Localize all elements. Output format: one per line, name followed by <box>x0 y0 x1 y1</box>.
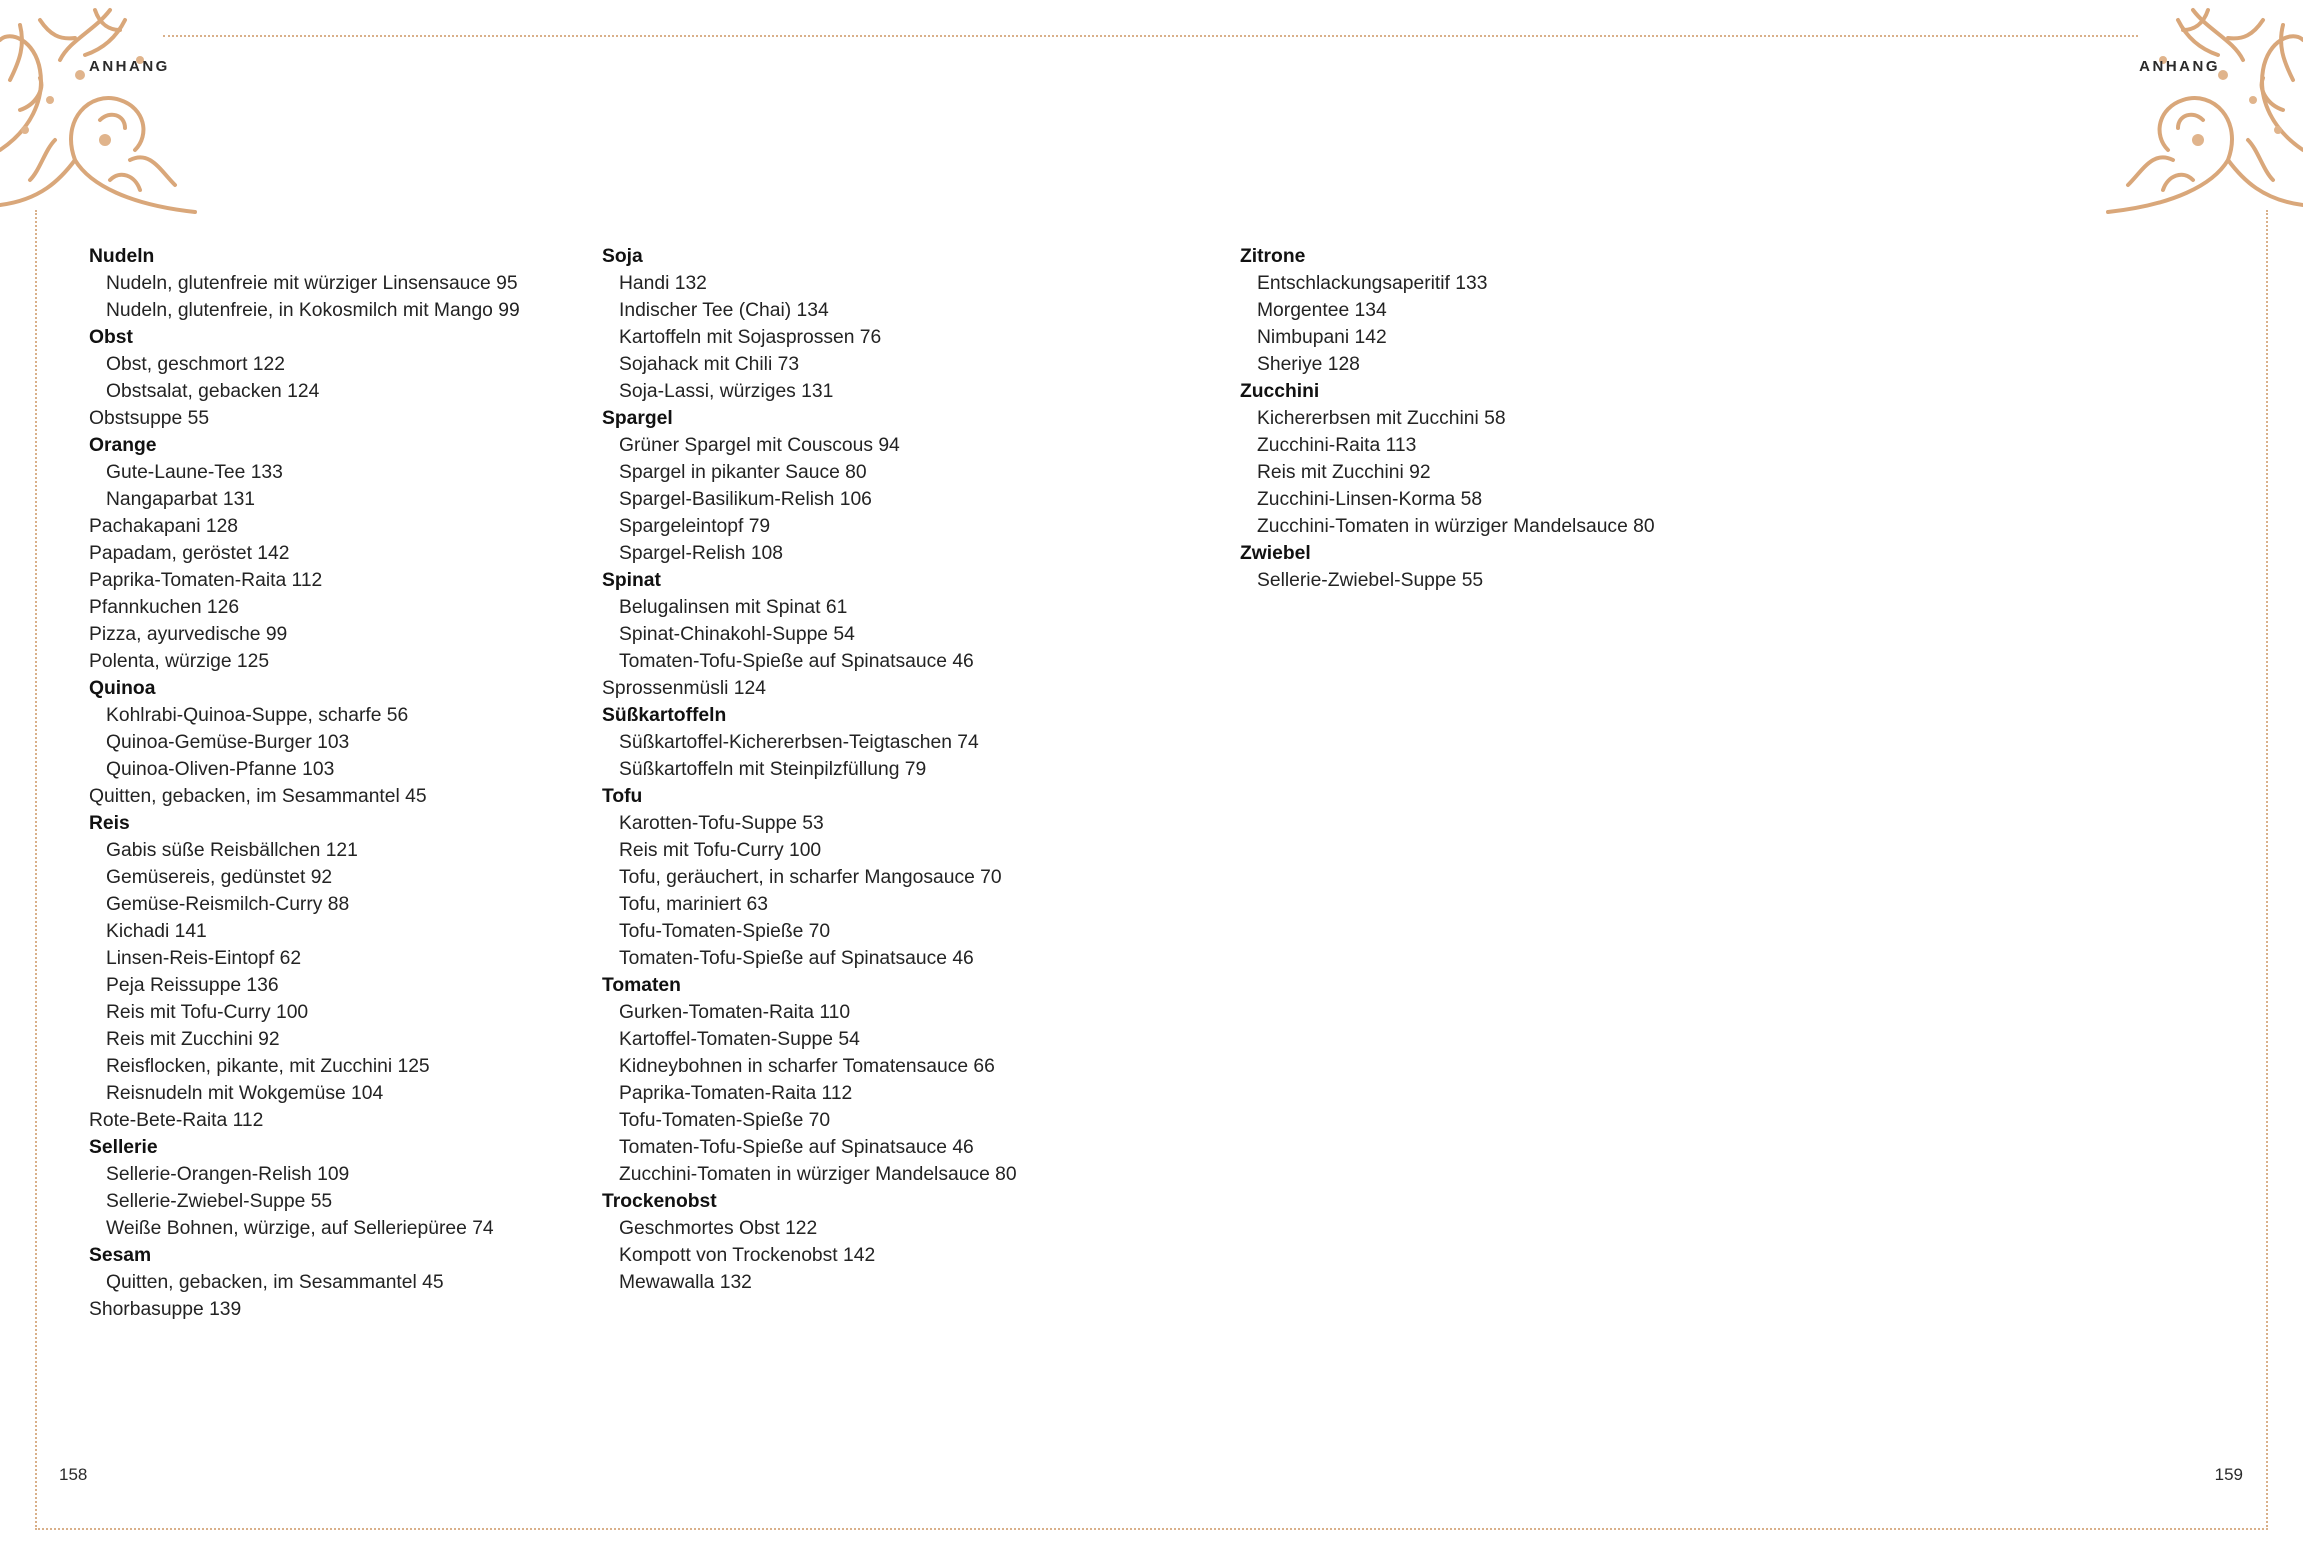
index-subentry: Spargeleintopf 79 <box>619 516 771 537</box>
index-entry: Polenta, würzige 125 <box>89 651 270 672</box>
index-subentry: Sellerie-Zwiebel-Suppe 55 <box>106 1191 333 1212</box>
index-subentry: Kichadi 141 <box>106 921 207 942</box>
index-heading: Obst <box>89 327 133 348</box>
index-heading: Zwiebel <box>1240 543 1311 564</box>
index-subentry: Quinoa-Oliven-Pfanne 103 <box>106 759 335 780</box>
index-subentry: Quinoa-Gemüse-Burger 103 <box>106 732 350 753</box>
index-subentry: Sojahack mit Chili 73 <box>619 354 800 375</box>
index-heading: Sesam <box>89 1245 152 1266</box>
index-subentry: Kartoffel-Tomaten-Suppe 54 <box>619 1029 860 1050</box>
index-subentry: Obst, geschmort 122 <box>106 354 285 375</box>
index-heading: Nudeln <box>89 246 155 267</box>
index-subentry: Karotten-Tofu-Suppe 53 <box>619 813 824 834</box>
index-subentry: Spinat-Chinakohl-Suppe 54 <box>619 624 855 645</box>
index-entry: Pachakapani 128 <box>89 516 239 537</box>
index-column-2 <box>602 243 1017 1296</box>
index-subentry: Geschmortes Obst 122 <box>619 1218 818 1239</box>
index-subentry: Gemüsereis, gedünstet 92 <box>106 867 333 888</box>
index-subentry: Sellerie-Zwiebel-Suppe 55 <box>1257 570 1484 591</box>
index-subentry: Süßkartoffeln mit Steinpilzfüllung 79 <box>619 759 927 780</box>
index-subentry: Süßkartoffel-Kichererbsen-Teigtaschen 74 <box>619 732 979 753</box>
index-subentry: Zucchini-Tomaten in würziger Mandelsauce 80 <box>1257 516 1655 537</box>
index-heading: Quinoa <box>89 678 156 699</box>
index-subentry: Reisflocken, pikante, mit Zucchini 125 <box>106 1056 430 1077</box>
index-subentry: Handi 132 <box>619 273 707 294</box>
dotted-border-left <box>35 210 37 1530</box>
index-subentry: Zucchini-Linsen-Korma 58 <box>1257 489 1483 510</box>
index-subentry: Sheriye 128 <box>1257 354 1360 375</box>
index-entry: Pfannkuchen 126 <box>89 597 240 618</box>
index-subentry: Entschlackungsaperitif 133 <box>1257 273 1488 294</box>
index-subentry: Reis mit Tofu-Curry 100 <box>106 1002 309 1023</box>
index-column-3 <box>1240 243 1655 594</box>
index-subentry: Grüner Spargel mit Couscous 94 <box>619 435 900 456</box>
index-subentry: Weiße Bohnen, würzige, auf Selleriepüree 74 <box>106 1218 494 1239</box>
index-subentry: Kohlrabi-Quinoa-Suppe, scharfe 56 <box>106 705 409 726</box>
index-subentry: Paprika-Tomaten-Raita 112 <box>619 1083 853 1104</box>
index-subentry: Tofu-Tomaten-Spieße 70 <box>619 1110 831 1131</box>
index-entry: Rote-Bete-Raita 112 <box>89 1110 264 1131</box>
index-subentry: Spargel-Relish 108 <box>619 543 783 564</box>
index-subentry: Gabis süße Reisbällchen 121 <box>106 840 358 861</box>
index-subentry: Tofu, mariniert 63 <box>619 894 768 915</box>
index-heading: Zitrone <box>1240 246 1306 267</box>
index-column-1 <box>89 243 520 1323</box>
floral-corner-ornament-icon <box>0 0 200 215</box>
dotted-border-bottom <box>35 1528 2268 1530</box>
index-entry: Papadam, geröstet 142 <box>89 543 290 564</box>
index-subentry: Reis mit Tofu-Curry 100 <box>619 840 822 861</box>
index-entry: Shorbasuppe 139 <box>89 1299 242 1320</box>
index-heading: Tomaten <box>602 975 681 996</box>
index-subentry: Tofu-Tomaten-Spieße 70 <box>619 921 831 942</box>
index-heading: Orange <box>89 435 157 456</box>
index-subentry: Spargel in pikanter Sauce 80 <box>619 462 867 483</box>
index-subentry: Belugalinsen mit Spinat 61 <box>619 597 848 618</box>
index-subentry: Kartoffeln mit Sojasprossen 76 <box>619 327 882 348</box>
index-subentry: Tofu, geräuchert, in scharfer Mangosauce 70 <box>619 867 1002 888</box>
index-subentry: Nudeln, glutenfreie mit würziger Linsensauce 95 <box>106 273 518 294</box>
index-entry: Quitten, gebacken, im Sesammantel 45 <box>89 786 427 807</box>
index-subentry: Nimbupani 142 <box>1257 327 1387 348</box>
index-subentry: Reis mit Zucchini 92 <box>1257 462 1431 483</box>
index-subentry: Indischer Tee (Chai) 134 <box>619 300 829 321</box>
index-subentry: Peja Reissuppe 136 <box>106 975 279 996</box>
index-heading: Soja <box>602 246 643 267</box>
running-head-right: ANHANG <box>2139 58 2220 75</box>
index-subentry: Zucchini-Raita 113 <box>1257 435 1417 456</box>
index-heading: Süßkartoffeln <box>602 705 727 726</box>
index-subentry: Obstsalat, gebacken 124 <box>106 381 320 402</box>
index-subentry: Linsen-Reis-Eintopf 62 <box>106 948 302 969</box>
index-subentry: Kompott von Trockenobst 142 <box>619 1245 876 1266</box>
index-subentry: Kichererbsen mit Zucchini 58 <box>1257 408 1506 429</box>
index-subentry: Kidneybohnen in scharfer Tomatensauce 66 <box>619 1056 995 1077</box>
index-subentry: Tomaten-Tofu-Spieße auf Spinatsauce 46 <box>619 1137 974 1158</box>
index-entry: Obstsuppe 55 <box>89 408 210 429</box>
index-heading: Sellerie <box>89 1137 158 1158</box>
index-subentry: Sellerie-Orangen-Relish 109 <box>106 1164 350 1185</box>
index-heading: Reis <box>89 813 130 834</box>
index-subentry: Mewawalla 132 <box>619 1272 752 1293</box>
index-subentry: Gemüse-Reismilch-Curry 88 <box>106 894 350 915</box>
index-subentry: Tomaten-Tofu-Spieße auf Spinatsauce 46 <box>619 948 974 969</box>
index-subentry: Nudeln, glutenfreie, in Kokosmilch mit Mango 99 <box>106 300 520 321</box>
index-heading: Spargel <box>602 408 673 429</box>
index-subentry: Nangaparbat 131 <box>106 489 256 510</box>
index-heading: Tofu <box>602 786 643 807</box>
running-head-left: ANHANG <box>89 58 170 75</box>
index-entry: Sprossenmüsli 124 <box>602 678 766 699</box>
index-subentry: Gurken-Tomaten-Raita 110 <box>619 1002 851 1023</box>
floral-corner-ornament-icon <box>2103 0 2303 215</box>
index-subentry: Morgentee 134 <box>1257 300 1387 321</box>
index-heading: Zucchini <box>1240 381 1320 402</box>
index-subentry: Zucchini-Tomaten in würziger Mandelsauce 80 <box>619 1164 1017 1185</box>
index-subentry: Quitten, gebacken, im Sesammantel 45 <box>106 1272 444 1293</box>
dotted-border-top <box>163 35 2138 37</box>
index-subentry: Reisnudeln mit Wokgemüse 104 <box>106 1083 384 1104</box>
index-subentry: Tomaten-Tofu-Spieße auf Spinatsauce 46 <box>619 651 974 672</box>
dotted-border-right <box>2266 210 2268 1530</box>
index-subentry: Soja-Lassi, würziges 131 <box>619 381 834 402</box>
page-number-right: 159 <box>2214 1465 2243 1484</box>
index-subentry: Gute-Laune-Tee 133 <box>106 462 283 483</box>
index-subentry: Reis mit Zucchini 92 <box>106 1029 280 1050</box>
page-number-left: 158 <box>59 1465 88 1484</box>
index-entry: Paprika-Tomaten-Raita 112 <box>89 570 323 591</box>
index-entry: Pizza, ayurvedische 99 <box>89 624 288 645</box>
index-heading: Trockenobst <box>602 1191 717 1212</box>
index-subentry: Spargel-Basilikum-Relish 106 <box>619 489 872 510</box>
index-heading: Spinat <box>602 570 661 591</box>
